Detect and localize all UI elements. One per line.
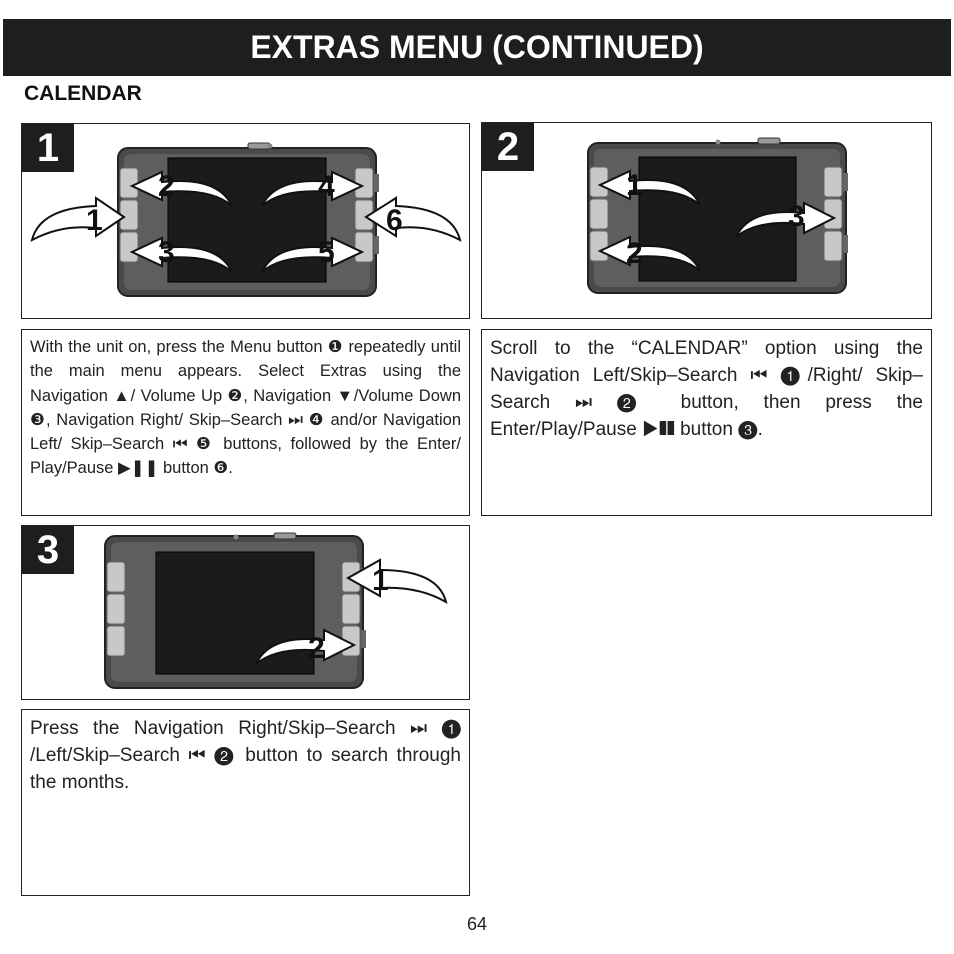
step-1-callout-1: 1 xyxy=(86,204,103,237)
step-1-text: With the unit on, press the Menu button ❶ repeatedly until the main menu appears. Select Extras using the Navigation ▲/ Volume Up ❷, Navigation ▼/Volume Down ❸, Navigation Right/ Skip–Search ⏭ ❹ and/or Navigation Left/ Skip–Search ⏮ ❺ buttons, followed by the Enter/ Play/Pause ▶❚❚ button ❻. xyxy=(30,338,461,478)
page-number: 64 xyxy=(466,914,488,934)
step-2-device-illustration xyxy=(482,123,931,318)
step-3-text: Press the Navigation Right/Skip–Search ⏭ ❶ /Left/Skip–Search ⏮ ❷ button to search through the months. xyxy=(30,718,461,793)
step-1-number: 1 xyxy=(22,124,74,172)
step-3-number: 3 xyxy=(22,526,74,574)
step-1-callout-3: 3 xyxy=(158,236,175,269)
step-3-callout-2: 2 xyxy=(308,632,325,665)
step-3-callout-1: 1 xyxy=(372,564,389,597)
step-2-image-panel xyxy=(481,122,932,319)
step-3-image-panel xyxy=(21,525,470,700)
step-3-instructions xyxy=(21,709,470,896)
step-2-instructions xyxy=(481,329,932,516)
step-2-number: 2 xyxy=(482,123,534,171)
step-2-text: Scroll to the “CALENDAR” option using the Navigation Left/Skip–Search ⏮ ❶/Right/ Skip–Search ⏭ ❷ button, then press the Enter/Play/Pause ▶❚❚ button ❸. xyxy=(490,338,923,440)
step-2-callout-2: 2 xyxy=(626,237,643,270)
step-1-callout-2: 2 xyxy=(158,170,175,203)
step-1-device-illustration xyxy=(22,124,469,318)
step-2-callout-3: 3 xyxy=(788,200,805,233)
step-3-device-illustration xyxy=(22,526,469,699)
step-2-callout-1: 1 xyxy=(626,169,643,202)
section-title: CALENDAR xyxy=(24,82,142,105)
step-1-callout-5: 5 xyxy=(318,236,335,269)
page-title: EXTRAS MENU (CONTINUED) xyxy=(250,29,704,65)
step-1-image-panel xyxy=(21,123,470,319)
step-1-instructions xyxy=(21,329,470,516)
step-1-callout-4: 4 xyxy=(318,170,335,203)
page-header xyxy=(3,19,951,76)
step-1-callout-6: 6 xyxy=(386,204,403,237)
